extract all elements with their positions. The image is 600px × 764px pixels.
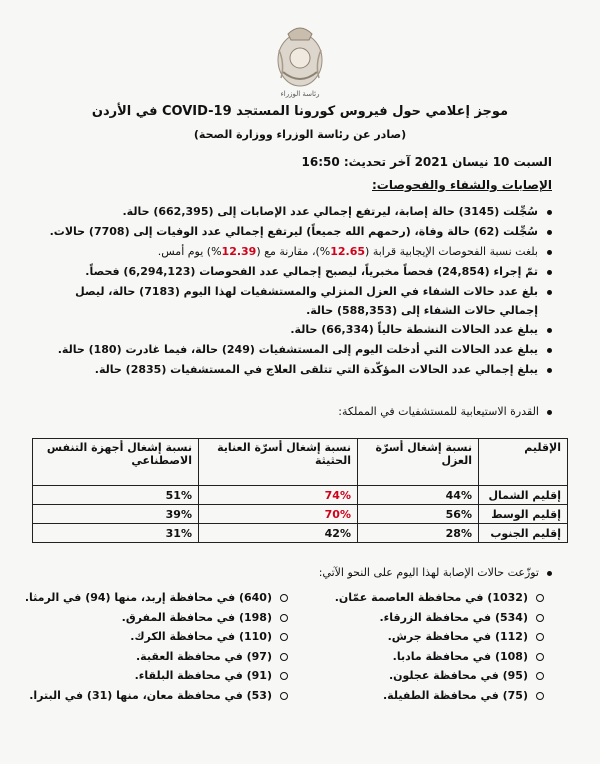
- region-cell: إقليم الجنوب: [479, 524, 568, 543]
- positivity-yesterday: 12.39: [221, 245, 257, 258]
- list-item: بلغ عدد حالات الشفاء في العزل المنزلي والمستشفيات لهذا اليوم (7183) حالة، ليصل إجمالي حالات الشفاء إلى (588,353) حالة.: [48, 282, 552, 320]
- header-isolation: نسبة إشغال أسرّة العزل: [358, 439, 479, 486]
- emblem-caption: رئاسة الوزراء: [280, 90, 320, 98]
- table-row: [33, 524, 568, 543]
- icu-cell: 42%: [199, 524, 358, 543]
- header-icu: نسبة إشغال أسرّة العناية الحثيثة: [199, 439, 358, 486]
- list-item: بلغت نسبة الفحوصات الإيجابية قرابة (12.65%)، مقارنة مع (12.39%) يوم أمس.: [48, 242, 552, 262]
- list-item: (95) في محافظة عجلون.: [294, 666, 544, 686]
- list-item: (97) في محافظة العقبة.: [26, 647, 288, 667]
- list-item: (640) في محافظة إربد، منها (94) في الرمثا.: [26, 588, 288, 608]
- dateline: السبت 10 نيسان 2021 آخر تحديث: 16:50: [301, 155, 552, 169]
- list-item: (110) في محافظة الكرك.: [26, 627, 288, 647]
- list-item: (53) في محافظة معان، منها (31) في البترا.: [26, 686, 288, 706]
- list-item: يبلغ عدد الحالات النشطة حالياً (66,334) حالة.: [48, 320, 552, 340]
- page-subtitle: (صادر عن رئاسة الوزراء ووزارة الصحة): [193, 128, 407, 141]
- list-item: (1032) في محافظة العاصمة عمّان.: [294, 588, 544, 608]
- list-item: يبلغ عدد الحالات التي أدخلت اليوم إلى المستشفيات (249) حالة، فيما غادرت (180) حالة.: [48, 340, 552, 360]
- icu-cell: 74%: [199, 486, 358, 505]
- header-region: الإقليم: [479, 439, 568, 486]
- list-item: سُجِّلت (62) حالة وفاة، (رحمهم الله جميعاً) ليرتفع إجمالي عدد الوفيات إلى (7708) حالات.: [48, 222, 552, 242]
- vent-cell: 39%: [33, 505, 199, 524]
- jordan-emblem-icon: [271, 20, 329, 92]
- table-row: [33, 486, 568, 505]
- icu-cell: 70%: [199, 505, 358, 524]
- list-item: (108) في محافظة مادبا.: [294, 647, 544, 667]
- distribution-intro: توزّعت حالات الإصابة لهذا اليوم على النحو الآتي:: [319, 566, 552, 579]
- list-item: (75) في محافظة الطفيلة.: [294, 686, 544, 706]
- list-item: (91) في محافظة البلقاء.: [26, 666, 288, 686]
- table-header-row: [33, 439, 568, 486]
- vent-cell: 31%: [33, 524, 199, 543]
- header-ventilators: نسبة إشغال أجهزة التنفس الاصطناعي: [33, 439, 199, 486]
- section-heading: الإصابات والشفاء والفحوصات:: [372, 178, 552, 192]
- isolation-cell: 56%: [358, 505, 479, 524]
- capacity-table: [32, 438, 568, 543]
- region-cell: إقليم الشمال: [479, 486, 568, 505]
- list-item: (112) في محافظة جرش.: [294, 627, 544, 647]
- page-title: موجز إعلامي حول فيروس كورونا المستجد COVID-19 في الأردن: [91, 104, 509, 119]
- capacity-intro: القدرة الاستيعابية للمستشفيات في المملكة:: [338, 405, 552, 418]
- list-item: سُجِّلت (3145) حالة إصابة، ليرتفع إجمالي عدد الإصابات إلى (662,395) حالة.: [48, 202, 552, 222]
- distribution-list-left: [26, 588, 288, 705]
- list-item: (534) في محافظة الزرقاء.: [294, 608, 544, 628]
- positivity-today: 12.65: [330, 245, 366, 258]
- region-cell: إقليم الوسط: [479, 505, 568, 524]
- table-row: [33, 505, 568, 524]
- list-item: يبلغ إجمالي عدد الحالات المؤكّدة التي تتلقى العلاج في المستشفيات (2835) حالة.: [48, 360, 552, 380]
- isolation-cell: 44%: [358, 486, 479, 505]
- list-item: (198) في محافظة المفرق.: [26, 608, 288, 628]
- list-item: تمّ إجراء (24,854) فحصاً مخبرياً، ليصبح إجمالي عدد الفحوصات (6,294,123) فحصاً.: [48, 262, 552, 282]
- stats-list: [48, 202, 552, 380]
- vent-cell: 51%: [33, 486, 199, 505]
- distribution-list-right: [294, 588, 544, 705]
- isolation-cell: 28%: [358, 524, 479, 543]
